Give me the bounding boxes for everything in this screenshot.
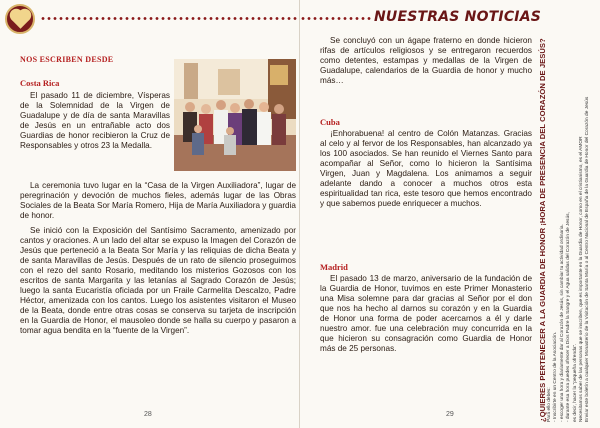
- photo-image: [174, 59, 296, 171]
- sacred-heart-logo: [5, 4, 35, 34]
- vertical-sidebar: [538, 6, 600, 424]
- article-cuba: [320, 129, 532, 209]
- group-photo: [174, 59, 296, 171]
- section-title: NOS ESCRIBEN DESDE: [20, 55, 114, 64]
- page-number-left: 28: [144, 411, 152, 418]
- paragraph: El pasado 13 de marzo, aniversario de la fundación de la Guardia de Honor, tuvimos en este Primer Monasterio una Misa solemne para dar gracias al Señor por el don que nos ha hecho al darnos su corazón y en la Guardia de Honor una forma de poder acercarnos a él y darle nuestro amor. fue una celebración muy concurrida en la que hicieron su consagración como Guardia de Honor más de 25 personas.: [320, 274, 532, 353]
- paragraph: ¡Enhorabuena! al centro de Colón Matanzas. Gracias al celo y al fervor de los Responsables, han alcanzado ya los 100 asociados. Se han reunido el Viernes Santo para acompañar al Señor, como lo hicieron la Santísima Virgen, Juan y Magdalena. Los animamos a seguir adelante dando a conocer a muchos otros esta espiritualidad tan rica, este tesoro que hemos encontrado y que sabemos puede enriquecer a muchos.: [320, 129, 532, 208]
- sidebar-line: Enviar este boletín a cualquier Monasterio de la Visitación de Santa María o al Centro Nacional de España de la Guardia de Honor del Corazón de Jesús: [585, 96, 591, 422]
- page-number-right: 29: [446, 411, 454, 418]
- sidebar-line: Necesitamos saber de las personas que se inscriben, que es importante en la Guardia de Honor, como en el cristianismo, es el AMOR: [579, 136, 585, 422]
- paragraph: Se concluyó con un ágape fraterno en donde hicieron rifas de artículos religiosos y se entregaron recuerdos como detentes, estampas y medallas de la Virgen de Guadalupe, calendarios de la Guardia de honor y mucho más…: [320, 36, 532, 85]
- dotted-rule: [40, 17, 300, 20]
- article-costa-rica-body: [20, 181, 296, 336]
- sidebar-line: - durante esa hora puedes ofrecer a Dios Padre la Sangre y el Agua salidas del Corazón de Jesús,: [566, 212, 572, 422]
- heart-icon: [11, 10, 29, 28]
- paragraph: La ceremonia tuvo lugar en la “Casa de la Virgen Auxiliadora”, lugar de peregrinación y devoción de muchos fieles, además lugar de las Obras Sociales de la Beata Sor María Romero, Hija de María Auxiliadora y guardia de honor.: [20, 181, 296, 220]
- paragraph: El pasado 11 de diciembre, Vísperas de la Solemnidad de la Virgen de Guadalupe y de día de santa Maravillas de Jesús en un entrañable acto dos Guardias de honor recibieron la Cruz de Responsables y otros 23 la Medalla.: [20, 91, 170, 150]
- sidebar-line: Para ello debes:: [547, 387, 552, 422]
- article-madrid: [320, 274, 532, 354]
- city-heading-madrid: Madrid: [320, 262, 348, 272]
- article-intro: [320, 36, 532, 86]
- page-header-title: NUESTRAS NOTICIAS: [374, 9, 542, 25]
- sidebar-title: ¿QUIERES PERTENECER A LA GUARDIA DE HONOR ¡HORA DE PRESENCIA DEL CORAZÓN DE JESÚS?: [538, 38, 547, 422]
- dotted-rule: [300, 17, 372, 20]
- city-heading-costa-rica: Costa Rica: [20, 78, 60, 88]
- article-costa-rica-intro: [20, 91, 170, 151]
- paragraph: Se inició con la Exposición del Santísimo Sacramento, amenizado por cantos y oraciones. A un lado del altar se expuso la Imagen del Corazón de Jesús que perteneció a la Beata Sor María y las reliquias de dicha Beata y de santa Maravillas de Jesús. Después de un rato de silencio proseguimos con el rezo del santo Rosario, meditando los misterios Gozosos con los escritos de santa Margarita y las letanías al Sagrado Corazón de Jesús; luego la santa Eucaristía oficiada por un Fraile Carmelita Descalzo, Padre Héctor, amenizada con los cantos. Luego los asistentes visitaron el Museo de la Beata, donde entre otras cosas se conserva su tarjeta de inscripción en la Guardia de Honor, el mausoleo donde se halla su cuerpo y pasaron a tomar agua bendita en la “fuente de la Virgen”.: [20, 226, 296, 335]
- sidebar-line: - escoger una hora y diariamente dar al Corazón de Jesús, sin cambiar tu actividad ordinaria.: [559, 224, 565, 422]
- sidebar-line: es decir, hacer la “pequeña ofrenda”.: [572, 343, 578, 422]
- sidebar-line: - Inscribirte en un Centro de la Asociación.: [553, 331, 559, 422]
- city-heading-cuba: Cuba: [320, 117, 340, 127]
